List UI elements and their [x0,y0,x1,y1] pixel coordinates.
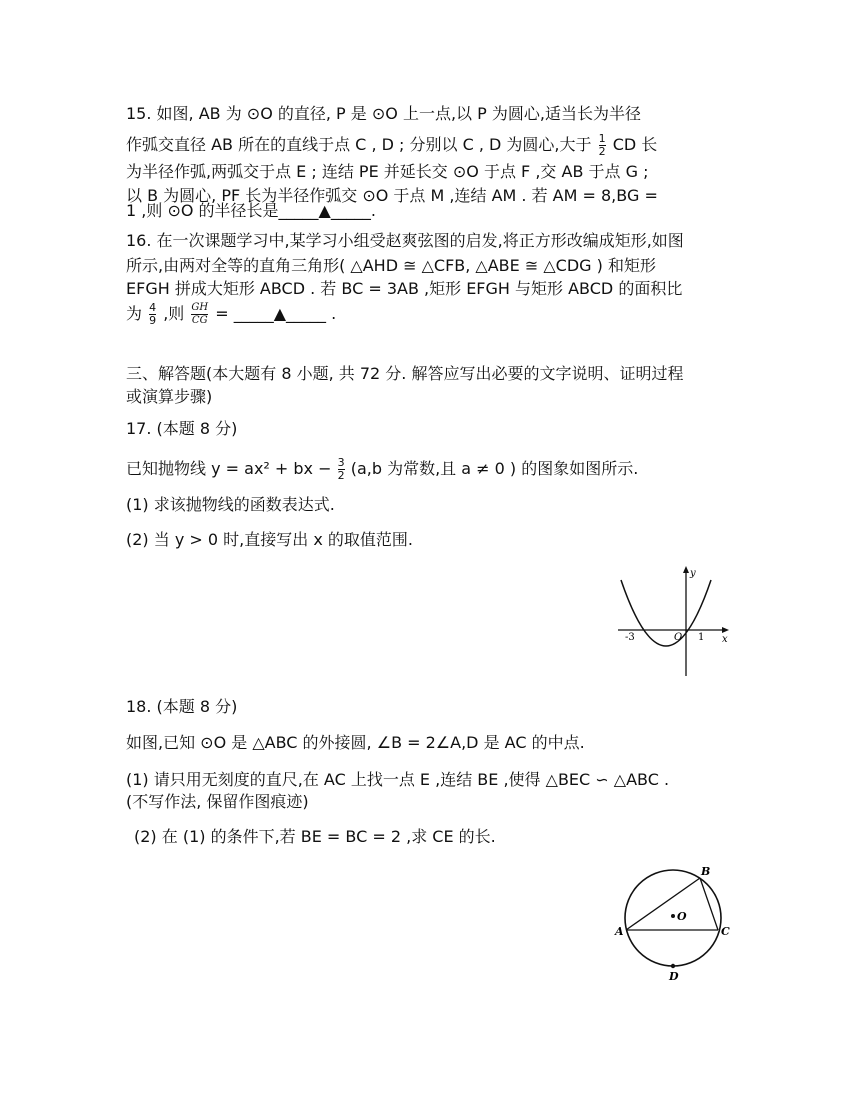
q16-line-3: EFGH 拼成大矩形 ABCD . 若 BC = 3AB ,矩形 EFGH 与矩形 ABCD 的面积比 [126,279,683,298]
tick-label-neg3: -3 [625,632,635,643]
label-d: D [669,970,679,983]
q18-circle-figure [612,862,738,984]
q15-line-2 [126,133,657,158]
x-axis-label: x [722,634,728,645]
label-b: B [701,865,711,878]
q15-frac-den: 2 [598,145,606,158]
q16-f1-num: 4 [149,301,157,314]
label-a: A [615,925,624,938]
q17-frac-num: 3 [337,456,345,469]
q16-fraction-4-9 [149,302,156,327]
q15-line-2-text: 作弧交直径 AB 所在的直线于点 C , D ; 分别以 C , D 为圆心,大于 [126,135,592,154]
q16-f2-num: GH [191,302,209,313]
q15-line-2-end: CD 长 [612,135,658,154]
q16-line-4-b: ,则 [163,304,185,323]
q17-fraction-3-2 [338,457,345,482]
q18-part-2: (2) 在 (1) 的条件下,若 BE = BC = 2 ,求 CE 的长. [134,827,496,846]
q17-part-1: (1) 求该抛物线的函数表达式. [126,495,335,514]
origin-label: O [674,632,683,643]
q16-line-4-a: 为 [126,304,143,323]
center-point-o [671,914,675,918]
q16-line-4 [126,302,336,327]
y-axis-arrow-icon [683,566,689,573]
label-o: O [677,910,687,923]
q16-fraction-gh-cg [191,302,208,327]
q16-f2-den: CG [191,315,208,326]
q17-line-1-a: 已知抛物线 y = ax² + bx − [126,459,332,478]
q18-part-1-a: (1) 请只用无刻度的直尺,在 AC 上找一点 E ,连结 BE ,使得 △BEC ∽ △ABC . [126,770,670,789]
q15-fraction-half [599,133,606,158]
section3-heading-line-2: 或演算步骤) [126,387,213,406]
q16-line-2: 所示,由两对全等的直角三角形( △AHD ≅ △CFB, △ABE ≅ △CDG ) 和矩形 [126,256,656,275]
q17-part-2: (2) 当 y > 0 时,直接写出 x 的取值范围. [126,530,413,549]
q17-parabola-graph [616,562,732,680]
q15-line-5: 1 ,则 ⊙O 的半径长是_____▲_____. [126,201,376,220]
q16-line-1: 16. 在一次课题学习中,某学习小组受赵爽弦图的启发,将正方形改编成矩形,如图 [126,231,684,250]
point-d [671,964,675,968]
section3-heading-line-1: 三、解答题(本大题有 8 小题, 共 72 分. 解答应写出必要的文字说明、证明过程 [126,364,684,383]
q16-line-4-c: = _____▲_____ . [215,304,337,323]
q18-part-1-b: (不写作法, 保留作图痕迹) [126,792,309,811]
tick-label-1: 1 [698,632,705,643]
q18-line-1: 如图,已知 ⊙O 是 △ABC 的外接圆, ∠B = 2∠A,D 是 AC 的中点. [126,733,585,752]
x-axis-arrow-icon [722,627,729,633]
q17-header: 17. (本题 8 分) [126,419,238,438]
q17-line-1 [126,457,638,482]
q17-frac-den: 2 [337,469,345,482]
y-axis-label: y [690,568,696,579]
q18-header: 18. (本题 8 分) [126,697,238,716]
label-c: C [721,925,730,938]
q15-frac-num: 1 [598,132,606,145]
q15-line-3: 为半径作弧,两弧交于点 E ; 连结 PE 并延长交 ⊙O 于点 F ,交 AB 于点 G ; [126,162,649,181]
q17-line-1-b: (a,b 为常数,且 a ≠ 0 ) 的图象如图所示. [350,459,639,478]
q15-line-4: 以 B 为圆心, PF 长为半径作弧交 ⊙O 于点 M ,连结 AM . 若 AM = 8,BG = [126,186,658,205]
q16-f1-den: 9 [149,314,157,327]
q15-line-1: 15. 如图, AB 为 ⊙O 的直径, P 是 ⊙O 上一点,以 P 为圆心,适当长为半径 [126,104,641,123]
